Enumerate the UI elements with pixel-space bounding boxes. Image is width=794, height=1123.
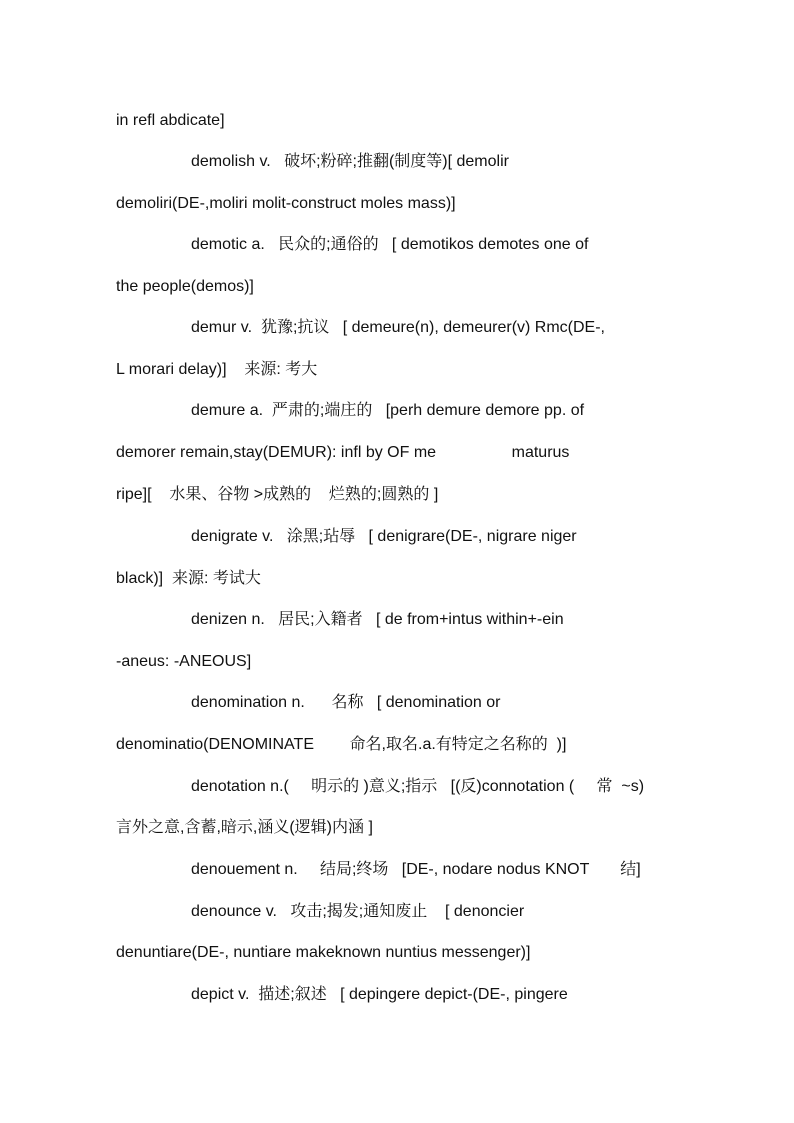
text-line: the people(demos)] <box>116 278 254 295</box>
text-line: denuntiare(DE-, nuntiare makeknown nuntius messenger)] <box>116 944 531 961</box>
text-line: demoliri(DE-,moliri molit-construct moles mass)] <box>116 195 456 212</box>
text-line: 言外之意,含蓄,暗示,涵义(逻辑)内涵 ] <box>116 819 373 836</box>
text-line: denominatio(DENOMINATE 命名,取名.a.有特定之名称的 )] <box>116 736 567 753</box>
entry-demotic: demotic a. 民众的;通俗的 [ demotikos demotes one of <box>191 236 589 253</box>
entry-demure: demure a. 严肃的;端庄的 [perh demure demore pp. of <box>191 402 585 419</box>
text-line: -aneus: -ANEOUS] <box>116 653 252 670</box>
entry-denouement: denouement n. 结局;终场 [DE-, nodare nodus KNOT 结] <box>191 861 641 878</box>
entry-depict: depict v. 描述;叙述 [ depingere depict-(DE-, pingere <box>191 986 568 1003</box>
entry-demur: demur v. 犹豫;抗议 [ demeure(n), demeurer(v) Rmc(DE-, <box>191 319 606 336</box>
text-line: L morari delay)] 来源: 考大 <box>116 361 318 378</box>
entry-demolish: demolish v. 破坏;粉碎;推翻(制度等)[ demolir <box>191 153 509 170</box>
text-line: demorer remain,stay(DEMUR): infl by OF me maturus <box>116 444 570 461</box>
text-line: ripe][ 水果、谷物 >成熟的 烂熟的;圆熟的 ] <box>116 486 439 503</box>
entry-denounce: denounce v. 攻击;揭发;通知废止 [ denoncier <box>191 903 525 920</box>
text-line: in refl abdicate] <box>116 112 225 129</box>
entry-denizen: denizen n. 居民;入籍者 [ de from+intus within+-ein <box>191 611 564 628</box>
entry-denigrate: denigrate v. 涂黑;玷辱 [ denigrare(DE-, nigrare niger <box>191 528 577 545</box>
entry-denotation: denotation n.( 明示的 )意义;指示 [(反)connotation ( 常 ~s) <box>191 778 645 795</box>
text-line: black)] 来源: 考试大 <box>116 570 261 587</box>
entry-denomination: denomination n. 名称 [ denomination or <box>191 694 501 711</box>
